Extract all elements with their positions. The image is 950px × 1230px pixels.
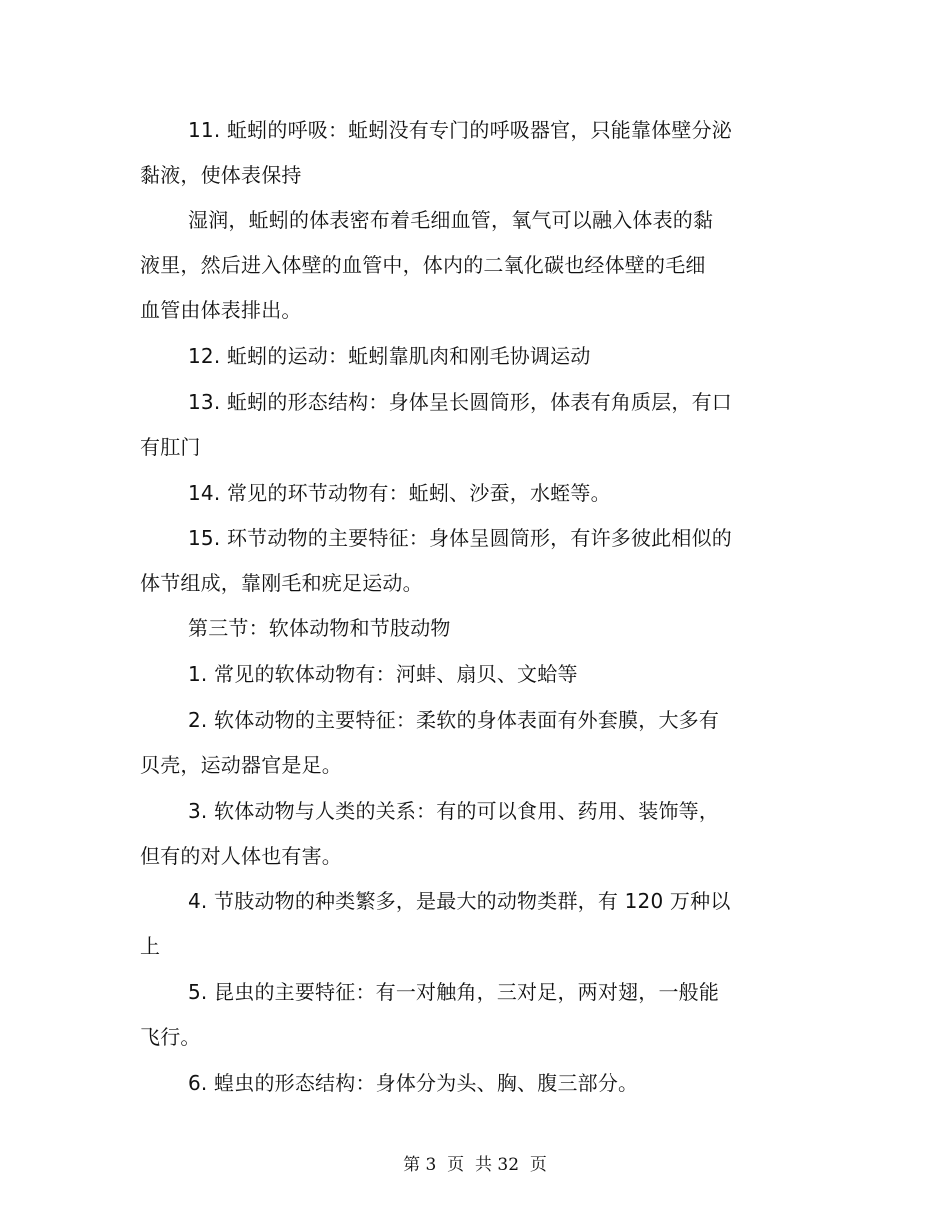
- text-line: 血管由体表排出。: [140, 298, 302, 322]
- text-line: 1. 常见的软体动物有：河蚌、扇贝、文蛤等: [188, 662, 578, 686]
- text-line: 13. 蚯蚓的形态结构：身体呈长圆筒形，体表有角质层，有口: [188, 390, 732, 414]
- text-line: 黏液，使体表保持: [140, 163, 302, 187]
- text-line: 贝壳，运动器官是足。: [140, 753, 342, 777]
- text-line: 14. 常见的环节动物有：蚯蚓、沙蚕，水蛭等。: [188, 481, 611, 505]
- text-line: 有肛门: [140, 435, 201, 459]
- text-line: 15. 环节动物的主要特征：身体呈圆筒形，有许多彼此相似的: [188, 526, 732, 550]
- text-line: 12. 蚯蚓的运动：蚯蚓靠肌肉和刚毛协调运动: [188, 344, 591, 368]
- text-line: 6. 蝗虫的形态结构：身体分为头、胸、腹三部分。: [188, 1071, 639, 1095]
- text-line: 湿润，蚯蚓的体表密布着毛细血管，氧气可以融入体表的黏: [188, 208, 714, 232]
- page-footer: 第 3 页 共 32 页: [403, 1155, 547, 1175]
- text-line: 上: [140, 934, 161, 958]
- text-line: 飞行。: [140, 1025, 201, 1049]
- text-line: 4. 节肢动物的种类繁多，是最大的动物类群，有 120 万种以: [188, 889, 731, 913]
- text-line: 2. 软体动物的主要特征：柔软的身体表面有外套膜，大多有: [188, 708, 720, 732]
- text-line: 5. 昆虫的主要特征：有一对触角，三对足，两对翅，一般能: [188, 980, 720, 1004]
- text-line: 11. 蚯蚓的呼吸：蚯蚓没有专门的呼吸器官，只能靠体壁分泌: [188, 118, 732, 142]
- section-heading: 第三节：软体动物和节肢动物: [188, 616, 451, 640]
- text-line: 液里，然后进入体壁的血管中，体内的二氧化碳也经体壁的毛细: [140, 253, 706, 277]
- text-line: 体节组成，靠刚毛和疣足运动。: [140, 571, 423, 595]
- text-line: 3. 软体动物与人类的关系：有的可以食用、药用、装饰等，: [188, 799, 720, 823]
- text-line: 但有的对人体也有害。: [140, 844, 342, 868]
